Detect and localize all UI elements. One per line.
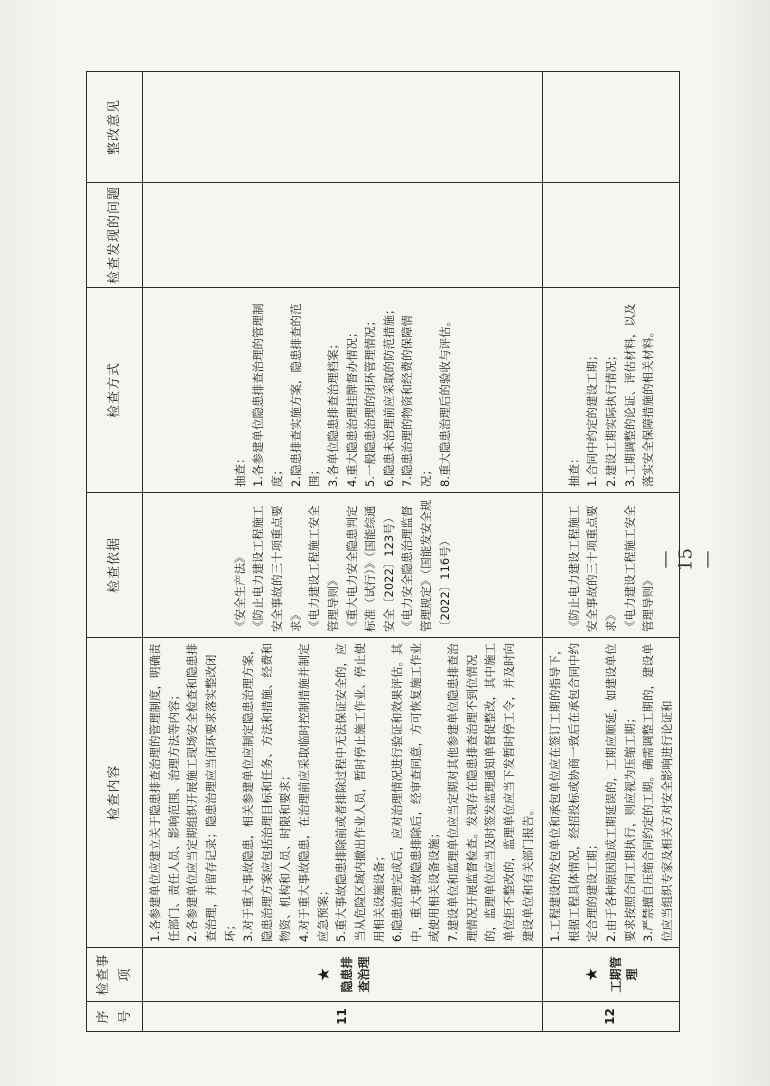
header-content: 检查内容	[87, 638, 143, 948]
header-row	[87, 72, 143, 1032]
header-opinions: 整改意见	[87, 72, 143, 183]
content-cell	[143, 638, 543, 948]
item-label: 工期管理	[608, 956, 640, 993]
content-line: 2.由于各种原因造成工期延误的，工期应顺延，如建设单位要求按照合同工期执行，则应视为压缩工期；	[603, 643, 637, 942]
method-line: 1.各参建单位隐患排查治理的管理制度；	[251, 303, 284, 487]
header-method: 检查方式	[87, 288, 143, 493]
content-line: 5.重大事故隐患排除前或者排除过程中无法保证安全的，应当从危险区域内撤出作业人员，暂时停止施工作业、停止使用相关设施设备；	[334, 643, 386, 942]
content-line: 1.工程建设的发包单位和承包单位应在签订工期的指导下，根据工程具体情况，经招投标或协商一致后在承包合同中约定合理的建设工期；	[548, 643, 600, 942]
content-line: 6.隐患治理完成后，应对治理情况进行验证和效果评估。其中，重大事故隐患排除后，经审查同意，方可恢复施工作业或使用相关设备设施；	[390, 643, 442, 942]
header-basis: 检查依据	[87, 493, 143, 638]
opinions-cell	[543, 72, 680, 183]
rotated-table-wrapper	[86, 72, 674, 1032]
basis-line: 《重大电力安全隐患判定标准（试行）》（国能综通安全〔2022〕123号）	[344, 505, 396, 632]
page-number: — 15 —	[654, 548, 718, 571]
basis-line: 《电力建设工程施工安全管理导则》	[622, 505, 656, 632]
star-icon: ★	[313, 967, 333, 982]
content-line: 2.各参建单位应当定期组织开展施工现场安全检查和隐患排查治理，并留存记录；隐患治理应当闭环要求落实整改闭环；	[185, 643, 237, 942]
row-item	[543, 948, 680, 1002]
method-line: 抽查：	[232, 452, 247, 487]
basis-line: 《安全生产法》	[232, 551, 247, 632]
problems-cell	[543, 183, 680, 288]
content-line: 4.对于重大事故隐患，在治理前应采取临时控制措施并制定应急预案；	[297, 643, 330, 942]
basis-line: 《电力建设工程施工安全管理导则》	[307, 505, 340, 632]
inspection-table	[86, 71, 680, 1032]
row-number: 11	[143, 1002, 543, 1032]
content-line: 3.对于重大事故隐患，相关参建单位应制定隐患治理方案，隐患治理方案应包括治理目标和任务、方法和措施、经费和物资、机构和人员、时限和要求；	[241, 643, 293, 942]
header-no: 序号	[87, 1002, 143, 1032]
method-line: 1.合同中约定的建设工期；	[585, 349, 600, 487]
item-label: 隐患排查治理	[339, 956, 371, 993]
content-line: 3.严禁擅自压缩合同约定的工期。确需调整工期的，建设单位应当组织专家及相关方对安全影响进行论证和	[641, 643, 674, 942]
method-cell	[143, 288, 543, 493]
method-line: 2.建设工期实际执行情况；	[603, 349, 618, 487]
problems-cell	[143, 183, 543, 288]
method-line: 8.重大隐患治理后的验收与评估。	[437, 315, 452, 487]
method-cell	[543, 288, 680, 493]
method-line: 5.一般隐患治理的闭环管理情况；	[363, 315, 378, 487]
row-item	[143, 948, 543, 1002]
basis-cell	[143, 493, 543, 638]
table-row	[143, 72, 543, 1032]
basis-line: 《防止电力建设工程施工安全事故的三十项重点要求》	[566, 505, 618, 632]
method-line: 4.重大隐患治理挂牌督办情况；	[344, 326, 359, 487]
row-number: 12	[543, 1002, 680, 1032]
method-line: 3.工期调整的论证、评估材料，以及落实安全保障措施的相关材料。	[622, 303, 656, 487]
method-line: 2.隐患排查实施方案，隐患排查的范围；	[288, 303, 322, 487]
content-line: 7.建设单位和监理单位应当定期对其他参建单位隐患排查治理情况开展监督检查。发现存在隐患排查治理不到位情况的，监理单位应当及时签发监理通知单督促整改，其中施工单位拒不整改的，监理单位应当下发暂时停工令，并及时向建设单位和有关部门报告。	[446, 643, 535, 942]
basis-line: 《电力安全隐患治理监督管理规定》（国能发安全规〔2022〕116号）	[400, 499, 452, 632]
basis-line: 《防止电力建设工程施工安全事故的三十项重点要求》	[251, 505, 303, 632]
content-line: 1.各参建单位应建立关于隐患排查治理的管理制度，明确责任部门、责任人员、影响范围、治理方法等内容；	[148, 643, 181, 942]
star-icon: ★	[582, 967, 602, 982]
header-item: 检查事项	[87, 948, 143, 1002]
method-line: 3.各单位隐患排查治理档案；	[325, 338, 340, 487]
method-line: 抽查：	[566, 452, 581, 487]
method-line: 7.隐患治理的物资和经费的保障情况；	[400, 315, 433, 487]
method-line: 6.隐患未治理前应采取的防范措施；	[381, 303, 396, 487]
header-problems: 检查发现的问题	[87, 183, 143, 288]
opinions-cell	[143, 72, 543, 183]
content-cell	[543, 638, 680, 948]
